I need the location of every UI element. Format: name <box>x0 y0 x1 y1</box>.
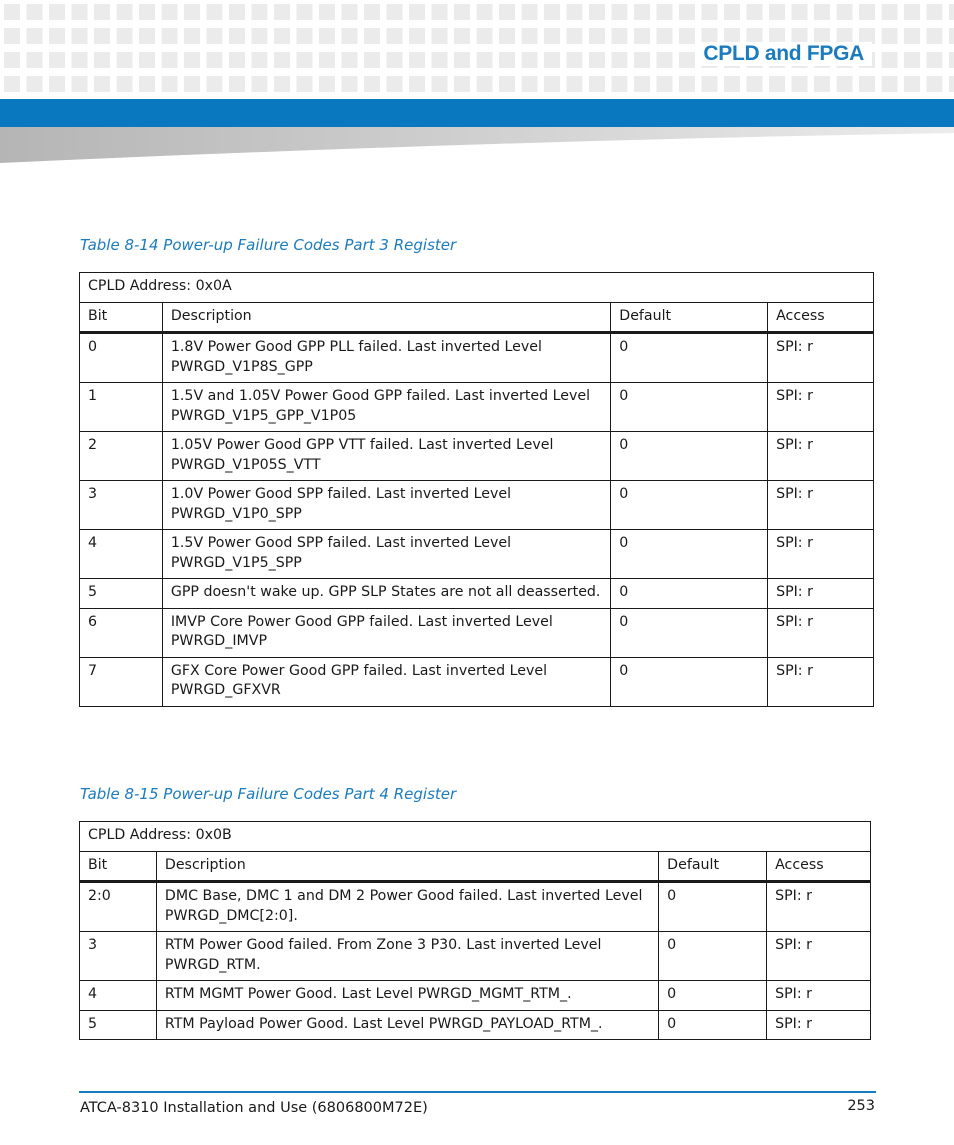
column-header: Default <box>659 851 767 882</box>
access-cell: SPI: r <box>768 608 874 657</box>
description-cell <box>162 608 610 657</box>
description-cell <box>162 530 610 579</box>
description-line: DMC Base, DMC 1 and DM 2 Power Good failed. Last inverted Level <box>164 888 643 904</box>
table-caption: Table 8-15 Power-up Failure Codes Part 4 Register <box>80 785 457 803</box>
column-header: Default <box>611 302 768 333</box>
access-cell: SPI: r <box>767 882 871 932</box>
default-cell: 0 <box>611 608 768 657</box>
table-row <box>80 1010 871 1040</box>
table-caption: Table 8-14 Power-up Failure Codes Part 3 Register <box>80 236 457 254</box>
table-row <box>80 530 874 579</box>
table-header-row <box>80 302 874 333</box>
bit-cell: 5 <box>80 1010 157 1040</box>
column-header: Access <box>768 302 874 333</box>
default-cell: 0 <box>659 932 767 981</box>
table-row <box>80 383 874 432</box>
description-line: PWRGD_RTM. <box>164 956 261 973</box>
table-row <box>80 932 871 981</box>
access-cell: SPI: r <box>768 530 874 579</box>
description-line: PWRGD_V1P5_SPP <box>170 554 302 571</box>
description-line: 1.0V Power Good SPP failed. Last inverted Level <box>170 486 512 502</box>
page-number: 253 <box>847 1098 875 1114</box>
table-row <box>80 608 874 657</box>
default-cell: 0 <box>659 882 767 932</box>
bit-cell: 2:0 <box>80 882 157 932</box>
column-header: Bit <box>80 851 157 882</box>
description-cell <box>162 333 610 383</box>
bit-cell: 5 <box>80 579 163 609</box>
access-cell: SPI: r <box>767 1010 871 1040</box>
table-row <box>80 981 871 1011</box>
footer-doc-title: ATCA-8310 Installation and Use (6806800M72E) <box>80 1100 428 1116</box>
description-line: IMVP Core Power Good GPP failed. Last inverted Level <box>170 613 553 630</box>
column-header: Description <box>156 851 658 882</box>
description-line: 1.5V Power Good SPP failed. Last inverted Level <box>170 535 512 551</box>
access-cell: SPI: r <box>767 981 871 1011</box>
description-line: PWRGD_V1P05S_VTT <box>170 456 321 473</box>
description-cell <box>156 882 658 932</box>
description-line: PWRGD_V1P5_GPP_V1P05 <box>170 407 357 424</box>
bit-cell: 0 <box>80 333 163 383</box>
description-line: RTM Power Good failed. From Zone 3 P30. Last inverted Level <box>164 937 602 953</box>
column-header: Access <box>767 851 871 882</box>
bit-cell: 1 <box>80 383 163 432</box>
description-line: PWRGD_V1P8S_GPP <box>170 358 313 375</box>
section-title: CPLD and FPGA <box>695 42 872 66</box>
access-cell: SPI: r <box>768 432 874 481</box>
description-cell <box>156 932 658 981</box>
description-line: 1.05V Power Good GPP VTT failed. Last inverted Level <box>170 437 554 453</box>
bit-cell: 3 <box>80 481 163 530</box>
description-cell <box>162 383 610 432</box>
default-cell: 0 <box>611 432 768 481</box>
default-cell: 0 <box>659 981 767 1011</box>
column-header: Description <box>162 302 610 333</box>
description-line: PWRGD_V1P0_SPP <box>170 505 302 522</box>
description-cell <box>162 432 610 481</box>
description-cell: RTM Payload Power Good. Last Level PWRGD_PAYLOAD_RTM_. <box>156 1010 658 1040</box>
description-cell <box>162 657 610 706</box>
table-row <box>80 579 874 609</box>
description-line: GFX Core Power Good GPP failed. Last inverted Level <box>170 662 548 679</box>
table-row <box>80 657 874 706</box>
table-row <box>80 432 874 481</box>
description-cell: GPP doesn't wake up. GPP SLP States are not all deasserted. <box>162 579 610 609</box>
table-header-row <box>80 851 871 882</box>
access-cell: SPI: r <box>767 932 871 981</box>
description-line: PWRGD_DMC[2:0]. <box>164 907 298 924</box>
register-table-part4 <box>79 821 871 1040</box>
default-cell: 0 <box>611 383 768 432</box>
table-row <box>80 333 874 383</box>
access-cell: SPI: r <box>768 481 874 530</box>
bit-cell: 4 <box>80 530 163 579</box>
header-grey-swoosh <box>0 127 954 167</box>
column-header: Bit <box>80 302 163 333</box>
access-cell: SPI: r <box>768 579 874 609</box>
table-row <box>80 882 871 932</box>
cpld-address: CPLD Address: 0x0A <box>80 273 874 303</box>
footer-rule <box>79 1091 876 1093</box>
default-cell: 0 <box>611 481 768 530</box>
description-line: 1.5V and 1.05V Power Good GPP failed. Last inverted Level <box>170 388 591 404</box>
description-line: 1.8V Power Good GPP PLL failed. Last inverted Level <box>170 339 542 355</box>
default-cell: 0 <box>611 530 768 579</box>
description-cell <box>162 481 610 530</box>
access-cell: SPI: r <box>768 657 874 706</box>
default-cell: 0 <box>611 657 768 706</box>
bit-cell: 7 <box>80 657 163 706</box>
register-table-part3 <box>79 272 874 707</box>
bit-cell: 4 <box>80 981 157 1011</box>
default-cell: 0 <box>659 1010 767 1040</box>
bit-cell: 2 <box>80 432 163 481</box>
description-cell: RTM MGMT Power Good. Last Level PWRGD_MGMT_RTM_. <box>156 981 658 1011</box>
access-cell: SPI: r <box>768 333 874 383</box>
description-line: PWRGD_IMVP <box>170 633 268 649</box>
table-row <box>80 481 874 530</box>
cpld-address: CPLD Address: 0x0B <box>80 822 871 852</box>
access-cell: SPI: r <box>768 383 874 432</box>
description-line: PWRGD_GFXVR <box>170 682 281 698</box>
bit-cell: 3 <box>80 932 157 981</box>
default-cell: 0 <box>611 579 768 609</box>
header-blue-band <box>0 99 954 127</box>
bit-cell: 6 <box>80 608 163 657</box>
default-cell: 0 <box>611 333 768 383</box>
